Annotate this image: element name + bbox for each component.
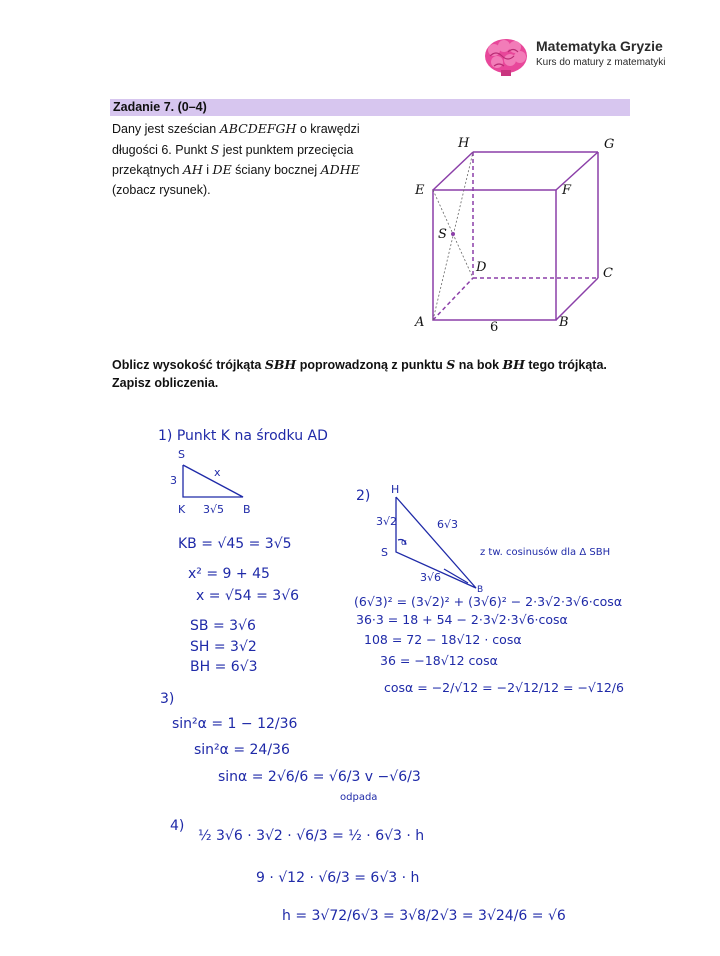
label-g: G — [604, 137, 615, 152]
step2-number: 2) — [356, 488, 371, 504]
math-cube-name: ABCDEFGH — [219, 121, 297, 136]
math-sbh: SBH — [264, 357, 297, 372]
step2-note: z tw. cosinusów dla Δ SBH — [480, 547, 611, 558]
task-text-part: Dany jest sześcian — [112, 122, 220, 136]
label-a: A — [415, 315, 425, 330]
tri2-angle: α — [401, 538, 407, 548]
question-instruction: Zapisz obliczenia. — [112, 376, 219, 390]
question-part: na bok — [455, 358, 503, 372]
step1-heading: 1) Punkt K na środku AD — [158, 428, 328, 444]
task-text-part: jest punktem przecięcia przekątnych — [112, 142, 354, 177]
step2-line: (6√3)² = (3√2)² + (3√6)² − 2·3√2·3√6·cosα — [354, 594, 623, 609]
tri1-label-k: K — [178, 503, 186, 516]
step3-reject-note: odpada — [340, 792, 378, 803]
brand-name: Matematyka Gryzie — [536, 38, 663, 54]
tri1-label-s: S — [178, 448, 185, 461]
tri2-label-h: H — [391, 483, 400, 496]
step1-line: x = √54 = 3√6 — [196, 588, 300, 604]
tri1-hyp: x — [214, 466, 221, 479]
brand-tagline: Kurs do matury z matematyki — [536, 57, 666, 68]
task-header: Zadanie 7. (0–4) — [113, 100, 207, 114]
step1-line: KB = √45 = 3√5 — [178, 536, 292, 552]
label-h: H — [458, 136, 470, 151]
question-part: poprowadzoną z punktu — [296, 358, 447, 372]
step4-line: h = 3√72/6√3 = 3√8/2√3 = 3√24/6 = √6 — [282, 908, 566, 924]
step4-line: 9 · √12 · √6/3 = 6√3 · h — [256, 870, 420, 886]
note-arrow — [444, 569, 468, 583]
label-edge-length: 6 — [490, 320, 499, 335]
step1-line: SB = 3√6 — [190, 618, 256, 634]
step3-line: sinα = 2√6/6 = √6/3 v −√6/3 — [218, 769, 421, 785]
step1-line: x² = 9 + 45 — [188, 566, 270, 582]
step3-number: 3) — [160, 691, 175, 707]
tri2-label-s: S — [381, 546, 388, 559]
task-text-part: (zobacz rysunek). — [112, 182, 211, 197]
step1-line: SH = 3√2 — [190, 639, 257, 655]
task-text-part: i — [202, 163, 213, 177]
label-f: F — [562, 183, 572, 198]
label-c: C — [603, 266, 613, 281]
step2-line: 108 = 72 − 18√12 · cosα — [364, 632, 522, 647]
label-e: E — [415, 183, 425, 198]
tri2-side-sb: 3√6 — [420, 571, 442, 584]
math-bh: BH — [502, 357, 525, 372]
task-text-part: ściany bocznej — [231, 163, 321, 177]
question-part: Oblicz wysokość trójkąta — [112, 358, 265, 372]
step3-line: sin²α = 1 − 12/36 — [172, 716, 298, 732]
step4-line: ½ 3√6 · 3√2 · √6/3 = ½ · 6√3 · h — [198, 828, 425, 844]
tri1-side-sk: 3 — [170, 474, 177, 487]
math-de: DE — [212, 162, 232, 177]
label-d: D — [476, 260, 487, 275]
tri2-label-b: B — [477, 585, 484, 595]
step1-line: BH = 6√3 — [190, 659, 258, 675]
step2-line: cosα = −2/√12 = −2√12/12 = −√12/6 — [384, 680, 624, 695]
math-ah: AH — [182, 162, 203, 177]
math-s: S — [446, 357, 456, 372]
question-part: tego trójkąta. — [524, 358, 607, 372]
step2-line: 36·3 = 18 + 54 − 2·3√2·3√6·cosα — [356, 612, 568, 627]
step4-number: 4) — [170, 818, 185, 834]
triangle-skb — [183, 465, 243, 497]
label-b: B — [559, 315, 569, 330]
label-s: S — [438, 227, 447, 242]
step3-line: sin²α = 24/36 — [194, 742, 290, 758]
tri2-side-hb: 6√3 — [437, 518, 459, 531]
task-text-part: o krawędzi długości 6. Punkt — [112, 122, 360, 157]
math-adhe: ADHE — [320, 162, 360, 177]
tri1-side-kb: 3√5 — [203, 503, 225, 516]
step2-line: 36 = −18√12 cosα — [380, 653, 498, 668]
tri2-side-sh: 3√2 — [376, 515, 398, 528]
math-point-s: S — [210, 141, 220, 157]
tri1-label-b: B — [243, 503, 251, 516]
